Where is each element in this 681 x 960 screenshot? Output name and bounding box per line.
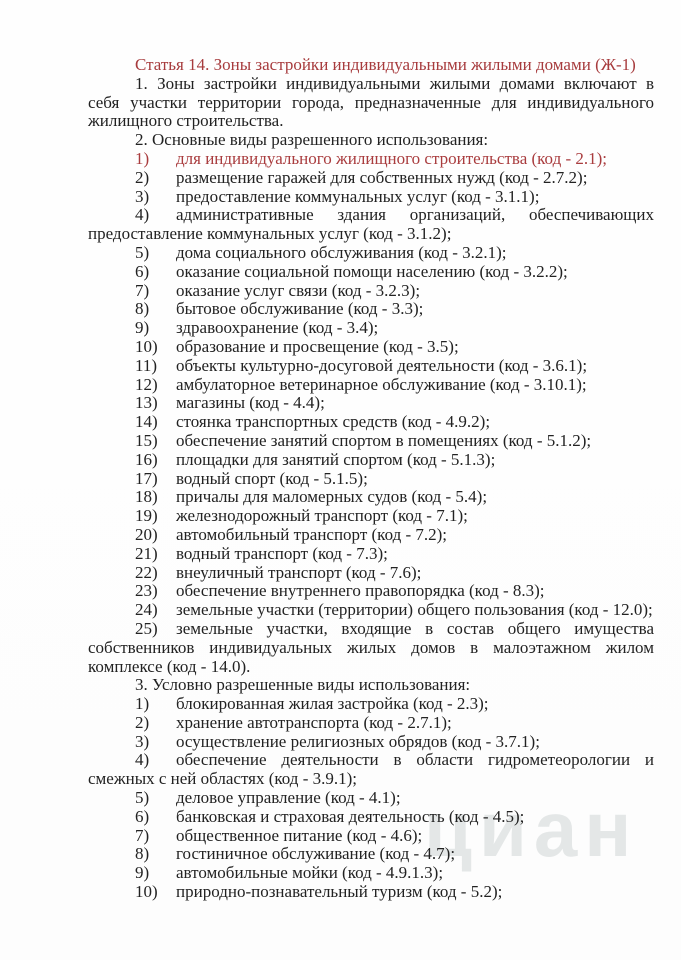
item-text: предоставление коммунальных услуг (код - 3.1.1); bbox=[176, 186, 540, 206]
main-use-item bbox=[88, 376, 654, 395]
main-use-item bbox=[88, 526, 654, 545]
item-number: 12) bbox=[135, 374, 158, 394]
item-text: бытовое обслуживание (код - 3.3); bbox=[176, 299, 424, 319]
item-text: автомобильные мойки (код - 4.9.1.3); bbox=[176, 863, 444, 883]
item-text: земельные участки, входящие в состав общего имущества собственников индивидуальных жилых домов в малоэтажном жилом комплексе (код - 14.0). bbox=[88, 618, 654, 676]
main-use-item bbox=[88, 601, 654, 620]
main-use-item bbox=[88, 432, 654, 451]
item-text: автомобильный транспорт (код - 7.2); bbox=[176, 524, 448, 544]
item-number: 14) bbox=[135, 412, 158, 432]
item-number: 4) bbox=[135, 205, 150, 225]
item-number: 18) bbox=[135, 487, 158, 507]
main-use-item bbox=[88, 488, 654, 507]
conditional-use-item bbox=[88, 864, 654, 883]
item-text: общественное питание (код - 4.6); bbox=[176, 825, 423, 845]
main-use-item bbox=[88, 620, 654, 676]
item-number: 1) bbox=[135, 148, 150, 168]
item-number: 11) bbox=[135, 355, 158, 375]
item-text: банковская и страховая деятельность (код - 4.5); bbox=[176, 806, 525, 826]
item-number: 6) bbox=[135, 806, 150, 826]
item-number: 15) bbox=[135, 430, 158, 450]
document-content bbox=[88, 56, 654, 902]
section-3-heading: 3. Условно разрешенные виды использования: bbox=[135, 675, 471, 695]
main-use-item bbox=[88, 470, 654, 489]
item-text: обеспечение деятельности в области гидрометеорологии и смежных с ней областях (код - 3.9.1); bbox=[88, 750, 654, 789]
item-text: размещение гаражей для собственных нужд (код - 2.7.2); bbox=[176, 167, 588, 187]
item-number: 4) bbox=[135, 750, 150, 770]
item-number: 7) bbox=[135, 280, 150, 300]
conditional-use-item bbox=[88, 751, 654, 789]
conditional-use-item bbox=[88, 827, 654, 846]
item-number: 5) bbox=[135, 242, 150, 262]
item-number: 2) bbox=[135, 167, 150, 187]
item-number: 23) bbox=[135, 581, 158, 601]
main-use-item bbox=[88, 169, 654, 188]
item-number: 9) bbox=[135, 863, 150, 883]
item-number: 10) bbox=[135, 336, 158, 356]
main-use-item bbox=[88, 188, 654, 207]
item-number: 25) bbox=[135, 618, 158, 638]
main-use-item bbox=[88, 564, 654, 583]
item-text: оказание услуг связи (код - 3.2.3); bbox=[176, 280, 421, 300]
main-use-item bbox=[88, 338, 654, 357]
main-use-item bbox=[88, 394, 654, 413]
main-use-item bbox=[88, 357, 654, 376]
conditional-use-item bbox=[88, 789, 654, 808]
item-number: 21) bbox=[135, 543, 158, 563]
item-number: 5) bbox=[135, 788, 150, 808]
item-text: здравоохранение (код - 3.4); bbox=[176, 318, 379, 338]
item-text: объекты культурно-досуговой деятельности (код - 3.6.1); bbox=[176, 355, 588, 375]
item-number: 17) bbox=[135, 468, 158, 488]
conditional-use-item bbox=[88, 883, 654, 902]
main-use-item bbox=[88, 282, 654, 301]
item-text: образование и просвещение (код - 3.5); bbox=[176, 336, 459, 356]
item-number: 8) bbox=[135, 299, 150, 319]
item-text: амбулаторное ветеринарное обслуживание (код - 3.10.1); bbox=[176, 374, 587, 394]
item-number: 10) bbox=[135, 882, 158, 902]
item-text: обеспечение внутреннего правопорядка (код - 8.3); bbox=[176, 581, 545, 601]
item-text: дома социального обслуживания (код - 3.2.1); bbox=[176, 242, 507, 262]
main-use-item bbox=[88, 150, 654, 169]
item-number: 19) bbox=[135, 506, 158, 526]
main-use-item bbox=[88, 244, 654, 263]
item-number: 6) bbox=[135, 261, 150, 281]
main-use-item bbox=[88, 451, 654, 470]
item-text: железнодорожный транспорт (код - 7.1); bbox=[176, 506, 468, 526]
conditional-use-item bbox=[88, 845, 654, 864]
item-text: стоянка транспортных средств (код - 4.9.2); bbox=[176, 412, 491, 432]
section-2-heading: 2. Основные виды разрешенного использования: bbox=[135, 130, 489, 150]
item-text: обеспечение занятий спортом в помещениях (код - 5.1.2); bbox=[176, 430, 592, 450]
item-number: 3) bbox=[135, 186, 150, 206]
main-use-item bbox=[88, 413, 654, 432]
main-use-item bbox=[88, 206, 654, 244]
item-number: 7) bbox=[135, 825, 150, 845]
item-number: 3) bbox=[135, 731, 150, 751]
cian-watermark: циан bbox=[424, 785, 639, 873]
item-text: деловое управление (код - 4.1); bbox=[176, 788, 401, 808]
item-text: площадки для занятий спортом (код - 5.1.3); bbox=[176, 449, 496, 469]
item-number: 2) bbox=[135, 712, 150, 732]
article-title: Статья 14. Зоны застройки индивидуальными жилыми домами (Ж-1) bbox=[135, 55, 636, 74]
item-number: 8) bbox=[135, 844, 150, 864]
item-text: земельные участки (территории) общего пользования (код - 12.0); bbox=[176, 600, 653, 620]
item-number: 1) bbox=[135, 694, 150, 714]
item-text: магазины (код - 4.4); bbox=[176, 393, 325, 413]
item-text: оказание социальной помощи населению (код - 3.2.2); bbox=[176, 261, 568, 281]
item-text: блокированная жилая застройка (код - 2.3); bbox=[176, 694, 489, 714]
intro-paragraph: 1. Зоны застройки индивидуальными жилыми домами включают в себя участки территории города, предназначенные для индивидуального жилищного строительства. bbox=[88, 73, 654, 131]
item-text: внеуличный транспорт (код - 7.6); bbox=[176, 562, 422, 582]
main-use-item bbox=[88, 507, 654, 526]
item-text: водный спорт (код - 5.1.5); bbox=[176, 468, 368, 488]
main-use-item bbox=[88, 263, 654, 282]
main-use-item bbox=[88, 319, 654, 338]
item-number: 13) bbox=[135, 393, 158, 413]
item-text: природно-познавательный туризм (код - 5.2); bbox=[176, 882, 503, 902]
main-use-item bbox=[88, 582, 654, 601]
item-number: 20) bbox=[135, 524, 158, 544]
conditional-use-item bbox=[88, 733, 654, 752]
item-text: осуществление религиозных обрядов (код - 3.7.1); bbox=[176, 731, 540, 751]
item-text: гостиничное обслуживание (код - 4.7); bbox=[176, 844, 456, 864]
item-number: 24) bbox=[135, 600, 158, 620]
item-text: для индивидуального жилищного строительства (код - 2.1); bbox=[176, 148, 608, 168]
main-use-item bbox=[88, 300, 654, 319]
item-number: 16) bbox=[135, 449, 158, 469]
conditional-use-item bbox=[88, 808, 654, 827]
conditional-use-item bbox=[88, 695, 654, 714]
main-use-item bbox=[88, 545, 654, 564]
item-text: водный транспорт (код - 7.3); bbox=[176, 543, 388, 563]
item-number: 22) bbox=[135, 562, 158, 582]
item-number: 9) bbox=[135, 318, 150, 338]
conditional-use-item bbox=[88, 714, 654, 733]
item-text: административные здания организаций, обеспечивающих предоставление коммунальных услуг (код - 3.1.2); bbox=[88, 205, 654, 244]
item-text: хранение автотранспорта (код - 2.7.1); bbox=[176, 712, 452, 732]
item-text: причалы для маломерных судов (код - 5.4); bbox=[176, 487, 488, 507]
